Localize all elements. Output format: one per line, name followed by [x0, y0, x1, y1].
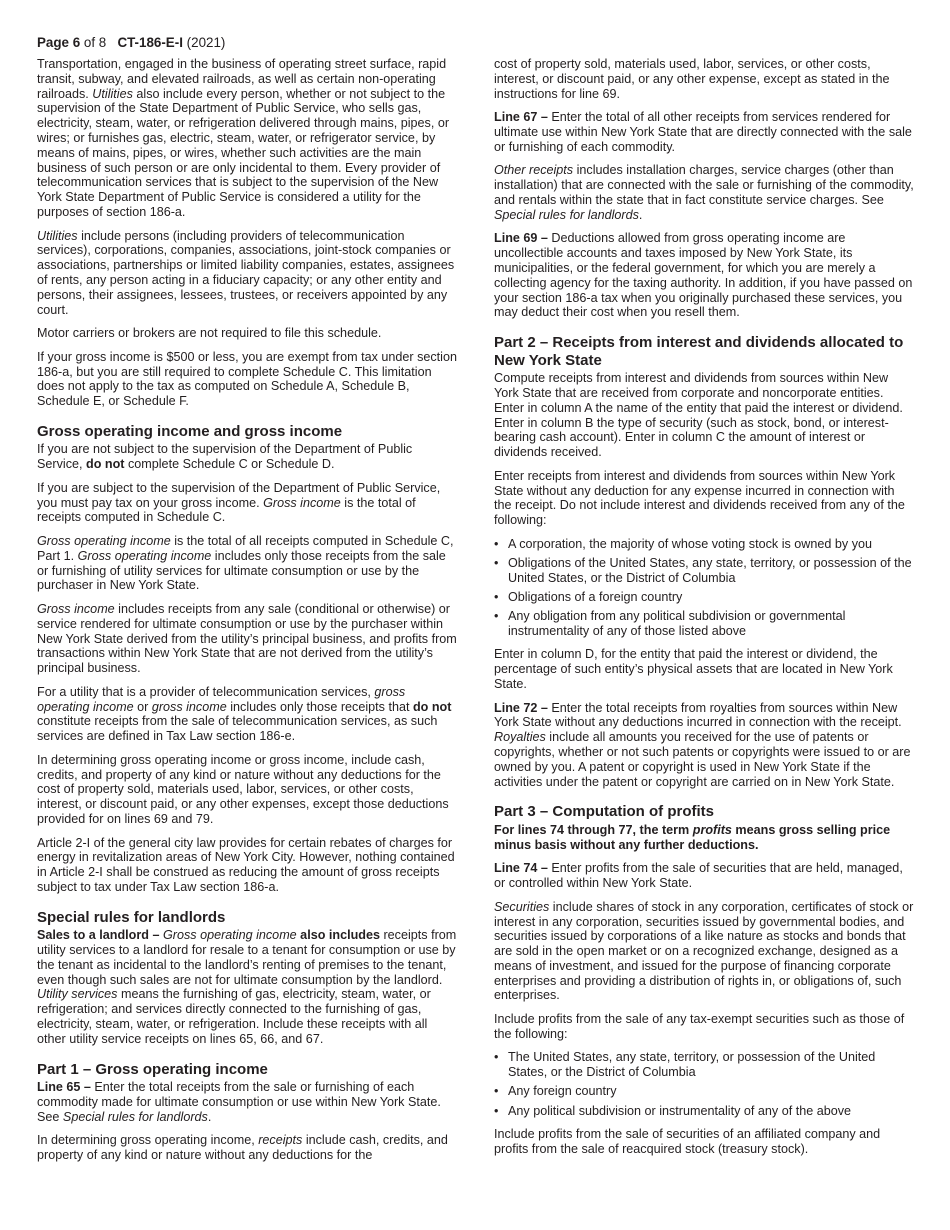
section-heading-gross-income: Gross operating income and gross income	[37, 422, 343, 440]
paragraph: In determining gross operating income or gross income, include cash, credits, and property of any kind or nature without any deductions for the cost of property sold, materials used, labor, services, or other costs, interest, or discount paid, or any other expenses, except those deductions provided for on lines 69 and 79.	[37, 752, 449, 826]
paragraph: Line 69 – Deductions allowed from gross operating income are uncollectible accounts and taxes imposed by New York State, its municipalities, or the federal government, for which you are merely a collecting agency for the taxing authority. In addition, if you have passed on your section 186-a tax when you originally purchased these services, you may deduct their cost when you resell them.	[494, 231, 913, 320]
paragraph: Utilities include persons (including providers of telecommunication services), corporations, companies, associations, joint-stock companies or associations, partnerships or limited liability companies, estates, assignees of rents, any person acting in a fiduciary capacity; or any other entity and persons, their assignees, lessees, trustees, or receivers appointed by any court.	[37, 228, 455, 317]
list-item: • Obligations of the United States, any state, territory, or possession of the United States, or the District of Columbia	[494, 556, 914, 586]
paragraph: Article 2-I of the general city law provides for certain rebates of charges for energy in revitalization areas of New York City. However, nothing contained in Article 2-I shall be construed as reducing the amount of gross receipts subject to tax under Tax Law section 186-a.	[37, 835, 455, 894]
paragraph: Gross income includes receipts from any sale (conditional or otherwise) or service rendered for ultimate consumption or use by the purchaser within New York State derived from the utility’s principal business, and profits from transactions within New York State that are not derived from the utility’s principal business.	[37, 601, 457, 676]
list-item: • The United States, any state, territory, or possession of the United States, or the District of Columbia	[494, 1050, 914, 1080]
section-heading-landlords: Special rules for landlords	[37, 908, 226, 926]
page-of: of 8	[83, 35, 107, 50]
list-item: • Any political subdivision or instrumentality of any of the above	[494, 1104, 914, 1119]
page-number: Page 6	[37, 35, 81, 50]
paragraph: For a utility that is a provider of telecommunication services, gross operating income or gross income includes only those receipts that do not constitute receipts from the sale of telecommunication services, as such services are defined in Tax Law section 186-e.	[37, 684, 452, 744]
paragraph: If you are not subject to the supervision of the Department of Public Service, do not complete Schedule C or Schedule D.	[37, 442, 413, 472]
left-column	[37, 57, 459, 1172]
right-column	[494, 57, 914, 1166]
paragraph: cost of property sold, materials used, labor, services, or other costs, interest, or discount paid, or any other expense, except as stated in the instructions for line 69.	[494, 57, 890, 101]
tax-exempt-list	[494, 1050, 914, 1118]
paragraph: Securities include shares of stock in any corporation, certificates of stock or interest in any corporation, securities issued by governmental bodies, and securities issued by corporations of a like nature as stocks and bonds that are sold in the open market or on a recognized exchange, designed as a means of investment, and issued for the purpose of financing corporate enterprises and providing a distribution of rights in, or obligations of, such enterprises.	[494, 899, 914, 1003]
paragraph: Enter in column D, for the entity that paid the interest or dividend, the percentage of such entity’s physical assets that are located in New York State.	[494, 647, 893, 692]
paragraph: Motor carriers or brokers are not required to file this schedule.	[37, 326, 382, 341]
paragraph: For lines 74 through 77, the term profits means gross selling price minus basis without any further deductions.	[494, 822, 891, 852]
paragraph: If you are subject to the supervision of the Department of Public Service, you must pay tax on your gross income. Gross income is the total of receipts computed in Schedule C.	[37, 480, 441, 525]
section-heading-part3: Part 3 – Computation of profits	[494, 803, 715, 821]
page-header	[37, 34, 225, 51]
exclusion-list	[494, 537, 914, 639]
paragraph: In determining gross operating income, receipts include cash, credits, and property of any kind or nature without any deductions for the	[37, 1133, 448, 1163]
form-number: CT-186-E-I	[117, 35, 183, 50]
paragraph: Line 72 – Enter the total receipts from royalties from sources within New York State without any deductions incurred in connection with the receipt. Royalties include all amounts you received for the use of patents or copyrights, whether or not such patents or copyrights were issued to or are owned by you. A patent or copyright is used in New York State if the activities under the patent or copyright are carried on in New York State.	[494, 700, 911, 789]
section-heading-part1: Part 1 – Gross operating income	[37, 1060, 268, 1078]
form-year: (2021)	[186, 35, 226, 50]
paragraph: Include profits from the sale of any tax-exempt securities such as those of the following:	[494, 1012, 905, 1041]
list-item: • Obligations of a foreign country	[494, 590, 914, 605]
paragraph: Include profits from the sale of securities of an affiliated company and profits from the sale of reacquired stock (treasury stock).	[494, 1127, 881, 1157]
paragraph: Sales to a landlord – Gross operating income also includes receipts from utility services to a landlord for resale to a tenant for consumption or use by the tenant as incidental to the landlord’s renting of premises to the tenant, even though such sales are not for ultimate consumption by the landlord. Utility services means the furnishing of gas, electricity, steam, water, or refrigeration; and services directly connected to the furnishing of gas, electricity, steam, water, or refrigeration. Include these receipts with all other utility service receipts on lines 65, 66, and 67.	[37, 928, 457, 1046]
paragraph: Gross operating income is the total of all receipts computed in Schedule C, Part 1. Gross operating income includes only those receipts from the sale or furnishing of utility services for ultimate consumption or use by the purchaser in New York State.	[37, 534, 454, 593]
paragraph: Other receipts includes installation charges, service charges (other than installation) that are connected with the sale or furnishing of the commodity, and rentals within the state that in fact constitute service charges. See Special rules for landlords.	[494, 163, 914, 222]
list-item: • Any obligation from any political subdivision or governmental instrumentality of any of those listed above	[494, 609, 914, 639]
paragraph: Line 74 – Enter profits from the sale of securities that are held, managed, or controlled within New York State.	[494, 861, 903, 891]
paragraph: If your gross income is $500 or less, you are exempt from tax under section 186-a, but you are still required to complete Schedule C. This limitation does not apply to the tax as computed on Schedule A, Schedule B, Schedule E, or Schedule F.	[37, 349, 457, 409]
section-heading-part2: Part 2 – Receipts from interest and dividends allocated to New York State	[494, 334, 904, 369]
paragraph: Enter receipts from interest and dividends from sources within New York State without any deduction for any expense incurred in connection with the receipt. Do not include interest and dividends received from any of the following:	[494, 468, 905, 528]
list-item: • Any foreign country	[494, 1084, 914, 1099]
paragraph: Line 65 – Enter the total receipts from the sale or furnishing of each commodity made for ultimate consumption or use within New York State. See Special rules for landlords.	[37, 1080, 441, 1124]
paragraph: Compute receipts from interest and dividends from sources within New York State that are received from corporate and noncorporate entities. Enter in column A the name of the entity that paid the interest or dividend. Enter in column B the type of security (such as stock, bond, or interest-bearing cash account). Enter in column C the amount of interest or dividends received.	[494, 371, 903, 460]
paragraph: Transportation, engaged in the business of operating street surface, rapid transit, subway, and elevated railroads, as well as certain non-operating railroads. Utilities also include every person, whether or not subject to the supervision of the State Department of Public Service, who sells gas, electricity, steam, water, or refrigeration delivered through mains, pipes, or wires; or furnishes gas, electric, steam, water, or refrigerator service, by means of mains, pipes, or wires, whether such activities are the main business of such person or are only incidental to them. Every provider of telecommunication services that is subject to the supervision of the New York State Department of Public Service is considered a utility for the purposes of section 186-a.	[37, 57, 450, 219]
paragraph: Line 67 – Enter the total of all other receipts from services rendered for ultimate use within New York State that are directly connected with the sale or furnishing of each commodity.	[494, 110, 912, 154]
list-item: • A corporation, the majority of whose voting stock is owned by you	[494, 537, 914, 552]
